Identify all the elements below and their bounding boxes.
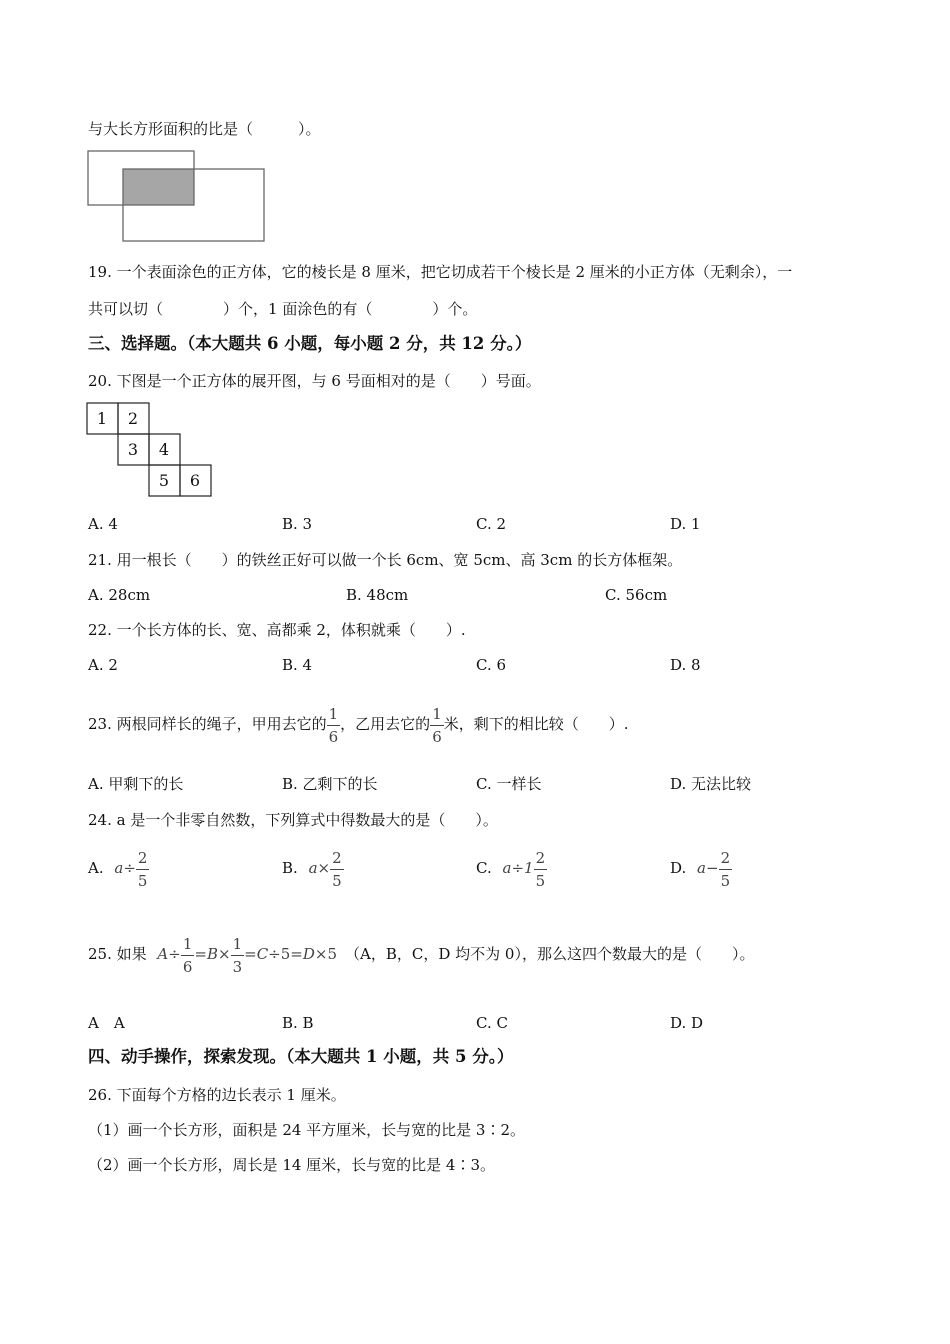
q20-option-a[interactable]: A. 4 xyxy=(88,515,118,533)
q22-stem: 22. 一个长方体的长、宽、高都乘 2，体积就乘（ ）. xyxy=(88,621,466,639)
q22-option-d[interactable]: D. 8 xyxy=(670,656,701,674)
q24-option-a[interactable]: A. a÷ $\frac{2}{5}$ xyxy=(88,848,148,890)
q21-stem: 21. 用一根长（ ）的铁丝正好可以做一个长 6cm、宽 5cm、高 3cm 的长方体框架。 xyxy=(88,551,683,569)
q21-option-c[interactable]: C. 56cm xyxy=(605,586,668,604)
q22-option-b[interactable]: B. 4 xyxy=(282,656,313,674)
net-cell-4: 4 xyxy=(158,440,170,459)
q23-option-a[interactable]: A. 甲剩下的长 xyxy=(88,775,184,793)
shaded-overlap xyxy=(123,169,194,205)
q19-line2: 共可以切（ ）个，1 面涂色的有（ ）个。 xyxy=(88,300,478,318)
net-cell-1: 1 xyxy=(96,409,108,428)
section-4-heading: 四、动手操作，探索发现。（本大题共 1 小题，共 5 分。） xyxy=(88,1047,514,1066)
q24-option-d[interactable]: D. a− $\frac{2}{5}$ xyxy=(670,848,731,890)
q23-option-b[interactable]: B. 乙剩下的长 xyxy=(282,775,378,793)
q23-part1: 23. 两根同样长的绳子，甲用去它的 xyxy=(88,715,327,733)
q26-sub1: （1）画一个长方形，面积是 24 平方厘米，长与宽的比是 3∶2。 xyxy=(88,1121,526,1139)
q24-option-c[interactable]: C. a÷1 $\frac{2}{5}$ xyxy=(476,848,546,890)
q24-option-b[interactable]: B. a× $\frac{2}{5}$ xyxy=(282,848,342,890)
q26-stem: 26. 下面每个方格的边长表示 1 厘米。 xyxy=(88,1086,346,1104)
q23-option-d[interactable]: D. 无法比较 xyxy=(670,775,752,793)
overlap-rectangles-figure xyxy=(86,149,268,245)
q25-option-d[interactable]: D. D xyxy=(670,1014,704,1032)
q23-fraction-1: $\frac{1}{6}$ xyxy=(328,704,339,746)
q22-option-c[interactable]: C. 6 xyxy=(476,656,507,674)
q23-part2: ，乙用去它的 xyxy=(340,715,431,733)
q25-option-c[interactable]: C. C xyxy=(476,1014,508,1032)
q23-option-c[interactable]: C. 一样长 xyxy=(476,775,542,793)
q20-option-d[interactable]: D. 1 xyxy=(670,515,701,533)
q25-stem xyxy=(88,930,754,978)
q25-prefix: 25. 如果 xyxy=(88,945,147,963)
net-cell-5: 5 xyxy=(158,471,170,490)
q25-option-b[interactable]: B. B xyxy=(282,1014,314,1032)
cube-net-figure xyxy=(86,402,216,500)
net-cell-2: 2 xyxy=(127,409,139,428)
q18-tail-text: 与大长方形面积的比是（ ）。 xyxy=(88,120,321,138)
q22-option-a[interactable]: A. 2 xyxy=(88,656,118,674)
q25-option-a[interactable]: A A xyxy=(88,1014,125,1032)
q21-option-b[interactable]: B. 48cm xyxy=(346,586,409,604)
net-cell-6: 6 xyxy=(189,471,201,490)
q23-fraction-2: $\frac{1}{6}$ xyxy=(432,704,442,746)
q20-stem: 20. 下图是一个正方体的展开图，与 6 号面相对的是（ ）号面。 xyxy=(88,372,541,390)
q23-stem xyxy=(88,700,629,748)
q23-part3: 米，剩下的相比较（ ）. xyxy=(443,715,629,733)
q20-option-b[interactable]: B. 3 xyxy=(282,515,313,533)
q25-equation: A÷ $\frac{1}{6}$ =B× $\frac{1}{3}$ =C÷5=D×5 xyxy=(157,934,338,976)
q19-line1: 19. 一个表面涂色的正方体，它的棱长是 8 厘米，把它切成若干个棱长是 2 厘米的小正方体（无剩余），一 xyxy=(88,263,793,281)
section-3-heading: 三、选择题。（本大题共 6 小题，每小题 2 分，共 12 分。） xyxy=(88,334,532,353)
q20-option-c[interactable]: C. 2 xyxy=(476,515,507,533)
net-cell-3: 3 xyxy=(127,440,139,459)
q24-stem: 24. a 是一个非零自然数，下列算式中得数最大的是（ ）。 xyxy=(88,811,498,829)
q26-sub2: （2）画一个长方形，周长是 14 厘米，长与宽的比是 4∶3。 xyxy=(88,1156,496,1174)
q21-option-a[interactable]: A. 28cm xyxy=(88,586,151,604)
q25-suffix: （A，B，C，D 均不为 0），那么这四个数最大的是（ ）。 xyxy=(345,945,755,963)
